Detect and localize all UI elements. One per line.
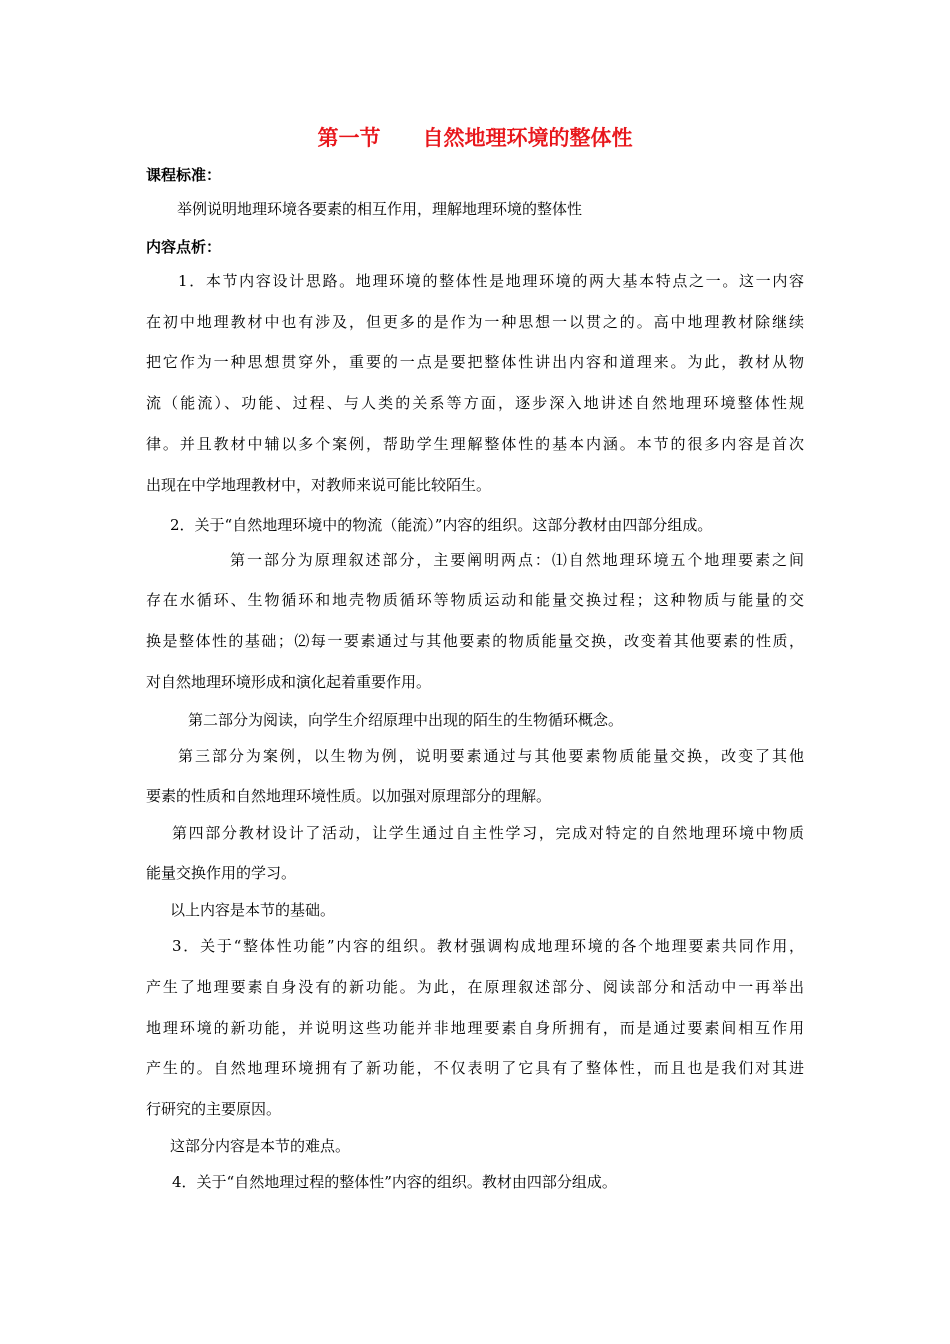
body-line: 第一部分为原理叙述部分，主要阐明两点：⑴自然地理环境五个地理要素之间 [230, 551, 804, 569]
body-line: 要素的性质和自然地理环境性质。以加强对原理部分的理解。 [146, 787, 552, 805]
body-line: 存在水循环、生物循环和地壳物质循环等物质运动和能量交换过程；这种物质与能量的交 [146, 591, 804, 609]
body-line: 1．本节内容设计思路。地理环境的整体性是地理环境的两大基本特点之一。这一内容 [178, 272, 804, 290]
standard-text: 举例说明地理环境各要素的相互作用，理解地理环境的整体性 [177, 200, 583, 218]
body-line: 律。并且教材中辅以多个案例，帮助学生理解整体性的基本内涵。本节的很多内容是首次 [146, 435, 804, 453]
body-line: 产生的。自然地理环境拥有了新功能，不仅表明了它具有了整体性，而且也是我们对其进 [146, 1059, 804, 1077]
body-line: 地理环境的新功能，并说明这些功能并非地理要素自身所拥有，而是通过要素间相互作用 [146, 1019, 804, 1037]
page-title: 第一节 自然地理环境的整体性 [317, 126, 633, 150]
body-line: 4．关于“自然地理过程的整体性”内容的组织。教材由四部分组成。 [172, 1173, 617, 1191]
body-line: 换是整体性的基础；⑵每一要素通过与其他要素的物质能量交换，改变着其他要素的性质， [146, 632, 804, 650]
body-line: 对自然地理环境形成和演化起着重要作用。 [146, 673, 432, 691]
analysis-heading: 内容点析： [146, 238, 222, 256]
body-line: 这部分内容是本节的难点。 [170, 1137, 351, 1155]
body-line: 第四部分教材设计了活动，让学生通过自主性学习，完成对特定的自然地理环境中物质 [172, 824, 804, 842]
body-line: 产生了地理要素自身没有的新功能。为此，在原理叙述部分、阅读部分和活动中一再举出 [146, 978, 804, 996]
body-line: 把它作为一种思想贯穿外，重要的一点是要把整体性讲出内容和道理来。为此，教材从物 [146, 353, 804, 371]
body-line: 出现在中学地理教材中，对教师来说可能比较陌生。 [146, 476, 492, 494]
body-line: 流（能流）、功能、过程、与人类的关系等方面，逐步深入地讲述自然地理环境整体性规 [146, 394, 804, 412]
body-line: 3．关于“整体性功能”内容的组织。教材强调构成地理环境的各个地理要素共同作用， [172, 937, 804, 955]
body-line: 2．关于“自然地理环境中的物流（能流）”内容的组织。这部分教材由四部分组成。 [170, 516, 713, 534]
body-line: 行研究的主要原因。 [146, 1100, 282, 1118]
body-line: 第三部分为案例，以生物为例，说明要素通过与其他要素物质能量交换，改变了其他 [178, 747, 804, 765]
body-line: 以上内容是本节的基础。 [170, 901, 336, 919]
standard-heading: 课程标准： [146, 166, 222, 184]
body-line: 能量交换作用的学习。 [146, 864, 297, 882]
body-line: 在初中地理教材中也有涉及，但更多的是作为一种思想一以贯之的。高中地理教材除继续 [146, 313, 804, 331]
body-line: 第二部分为阅读，向学生介绍原理中出现的陌生的生物循环概念。 [188, 711, 624, 729]
